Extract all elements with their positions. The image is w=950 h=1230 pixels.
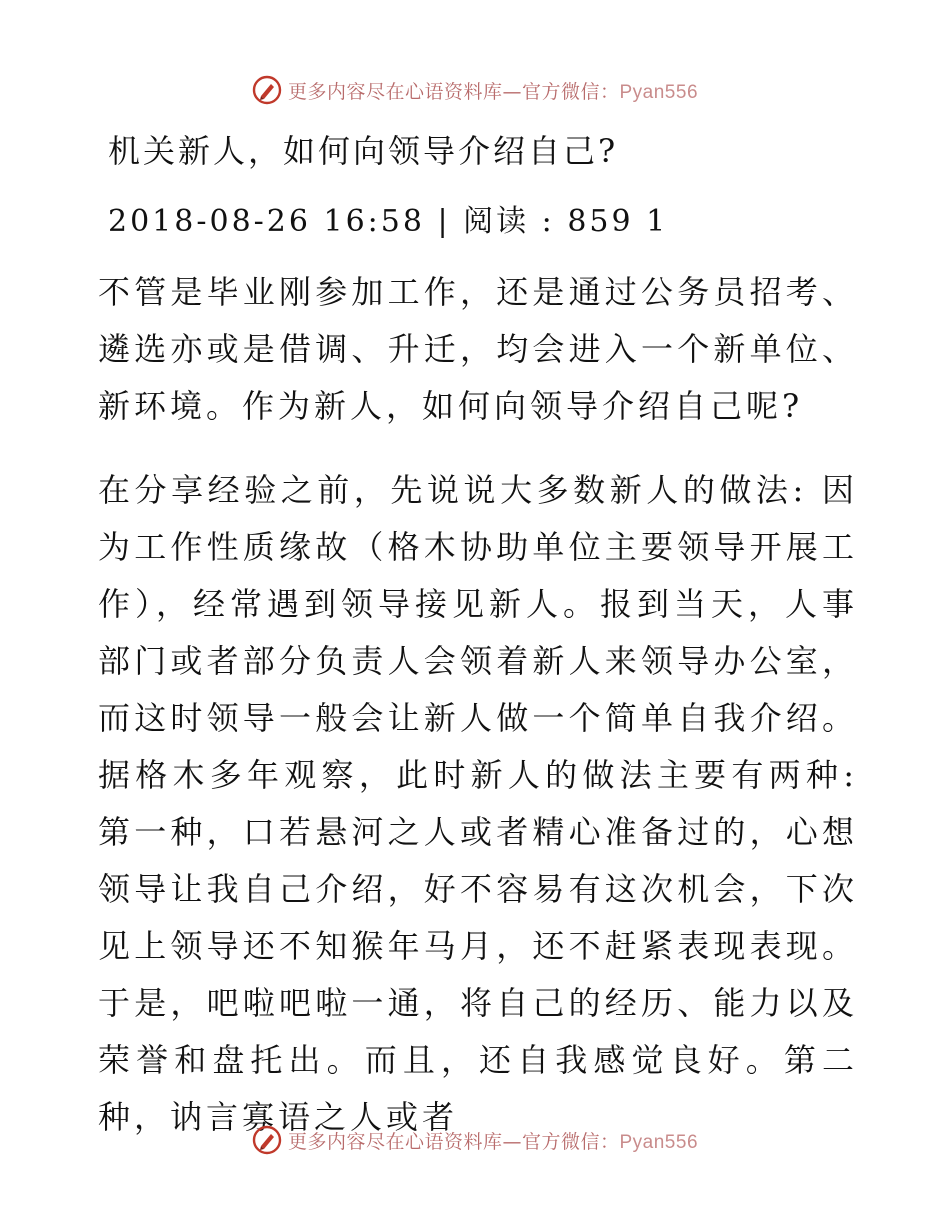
- watermark-text: [288, 77, 698, 104]
- article-meta: 2018-08-26 16:58 | 阅读 : 859 1: [108, 204, 669, 239]
- pen-logo-icon: [252, 1125, 282, 1155]
- watermark-wechat-id: Pyan556: [619, 1131, 699, 1153]
- article-paragraph: 在分享经验之前，先说说大多数新人的做法: 因为工作性质缘故（格木协助单位主要领导开展工作），经常遇到领导接见新人。报到当天，人事部门或者部分负责人会领着新人来领导办公室，而这时领导一般会让新人做一个简单自我介绍。据格木多年观察，此时新人的做法主要有两种: 第一种，口若悬河之人或者精心准备过的，心想领导让我自己介绍，好不容易有这次机会，下次见上领导还不知猴年马月，还不赶紧表现表现。于是，吧啦吧啦一通，将自己的经历、能力以及荣誉和盘托出。而且，还自我感觉良好。第二种，讷言寡语之人或者: [98, 471, 858, 1136]
- watermark-wechat-id: Pyan556: [619, 81, 699, 103]
- article-title: 机关新人，如何向领导介绍自己?: [108, 132, 619, 170]
- article-paragraph: 不管是毕业刚参加工作，还是通过公务员招考、遴选亦或是借调、升迁，均会进入一个新单位、新环境。作为新人，如何向领导介绍自己呢?: [98, 273, 858, 425]
- watermark-text-cn: 更多内容尽在心语资料库—官方微信：: [287, 80, 620, 103]
- footer-watermark: [0, 1120, 950, 1160]
- pen-logo-icon: [252, 75, 282, 105]
- header-watermark: [0, 70, 950, 110]
- watermark-text-cn: 更多内容尽在心语资料库—官方微信：: [287, 1130, 620, 1153]
- watermark-text: [288, 1127, 698, 1154]
